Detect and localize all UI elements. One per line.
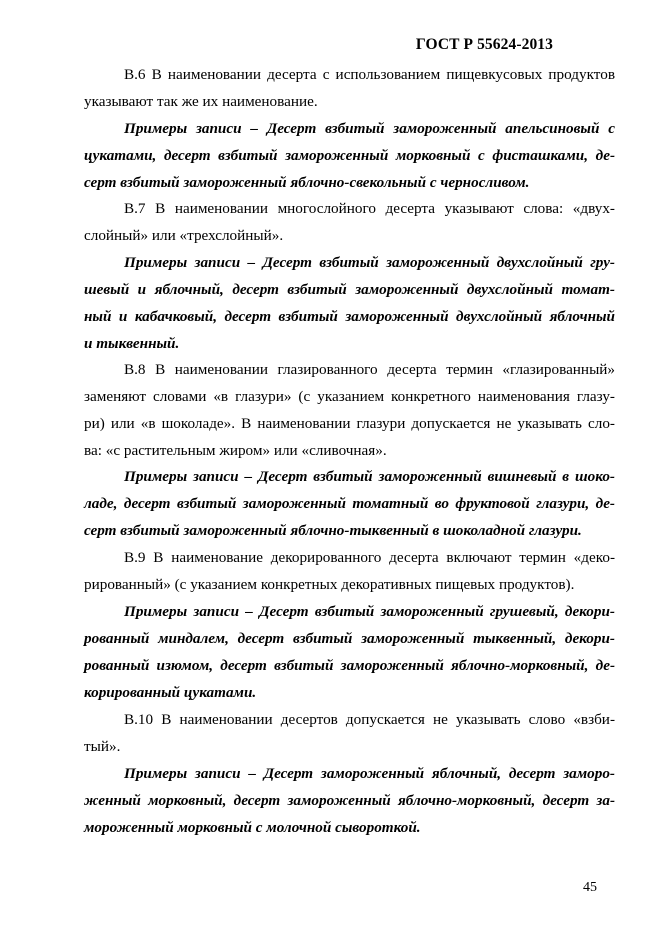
example-text: мороженный морковный с молочной сывороткой.: [84, 819, 421, 836]
paragraph-text: заменяют словами «в глазури» (с указанием конкретного наименования глазу-: [84, 388, 615, 405]
document-header-gost-number: ГОСТ Р 55624-2013: [415, 36, 553, 53]
example-line: [0, 815, 661, 841]
example-text: Примеры записи – Десерт взбитый замороженный вишневый в шоко-: [124, 468, 615, 485]
example-text: серт взбитый замороженный яблочно-тыквенный в шоколадной глазури.: [84, 522, 582, 539]
paragraph-line: [0, 734, 661, 760]
example-line: [0, 116, 661, 142]
example-line: [0, 680, 661, 706]
example-text: цукатами, десерт взбитый замороженный морковный с фисташками, де-: [84, 147, 615, 164]
paragraph-line: [0, 196, 661, 222]
page-number: 45: [583, 880, 597, 895]
paragraph-text: В.10 В наименовании десертов допускается не указывать слово «взби-: [124, 711, 615, 728]
example-line: [0, 626, 661, 652]
paragraph-text: тый».: [84, 738, 121, 755]
paragraph-text: В.6 В наименовании десерта с использованием пищевкусовых продуктов: [124, 66, 615, 83]
example-line: [0, 464, 661, 490]
example-line: [0, 250, 661, 276]
example-line: [0, 331, 661, 357]
example-line: [0, 761, 661, 787]
paragraph-line: [0, 62, 661, 88]
example-line: [0, 304, 661, 330]
paragraph-text: ва: «с растительным жиром» или «сливочная».: [84, 442, 387, 459]
paragraph-line: [0, 545, 661, 571]
example-line: [0, 653, 661, 679]
example-line: [0, 277, 661, 303]
paragraph-text: слойный» или «трехслойный».: [84, 227, 284, 244]
example-text: ладе, десерт взбитый замороженный томатный во фруктовой глазури, де-: [84, 495, 615, 512]
paragraph-line: [0, 223, 661, 249]
paragraph-text: ри) или «в шоколаде». В наименовании глазури допускается не указывать сло-: [84, 415, 615, 432]
example-text: корированный цукатами.: [84, 684, 257, 701]
example-text: Примеры записи – Десерт взбитый замороженный апельсиновый с: [124, 120, 615, 137]
example-text: Примеры записи – Десерт взбитый замороженный двухслойный гру-: [124, 254, 615, 271]
example-line: [0, 143, 661, 169]
example-text: и тыквенный.: [84, 335, 180, 352]
example-line: [0, 788, 661, 814]
example-text: Примеры записи – Десерт замороженный яблочный, десерт заморо-: [124, 765, 615, 782]
paragraph-text: В.9 В наименование декорированного десерта включают термин «деко-: [124, 549, 615, 566]
paragraph-line: [0, 707, 661, 733]
example-text: женный морковный, десерт замороженный яблочно-морковный, десерт за-: [84, 792, 615, 809]
example-line: [0, 599, 661, 625]
paragraph-line: [0, 357, 661, 383]
paragraph-text: В.7 В наименовании многослойного десерта указывают слова: «двух-: [124, 200, 615, 217]
example-line: [0, 491, 661, 517]
paragraph-line: [0, 89, 661, 115]
example-text: рованный миндалем, десерт взбитый замороженный тыквенный, декори-: [84, 630, 615, 647]
paragraph-text: В.8 В наименовании глазированного десерта термин «глазированный»: [124, 361, 615, 378]
paragraph-line: [0, 572, 661, 598]
example-line: [0, 518, 661, 544]
example-text: ный и кабачковый, десерт взбитый замороженный двухслойный яблочный: [84, 308, 615, 325]
example-text: шевый и яблочный, десерт взбитый замороженный двухслойный томат-: [84, 281, 615, 298]
example-text: Примеры записи – Десерт взбитый замороженный грушевый, декори-: [124, 603, 615, 620]
paragraph-text: указывают так же их наименование.: [84, 93, 318, 110]
paragraph-line: [0, 384, 661, 410]
example-text: серт взбитый замороженный яблочно-свекольный с черносливом.: [84, 174, 530, 191]
paragraph-line: [0, 411, 661, 437]
paragraph-text: рированный» (с указанием конкретных декоративных пищевых продуктов).: [84, 576, 575, 593]
example-text: рованный изюмом, десерт взбитый замороженный яблочно-морковный, де-: [84, 657, 615, 674]
example-line: [0, 170, 661, 196]
paragraph-line: [0, 438, 661, 464]
